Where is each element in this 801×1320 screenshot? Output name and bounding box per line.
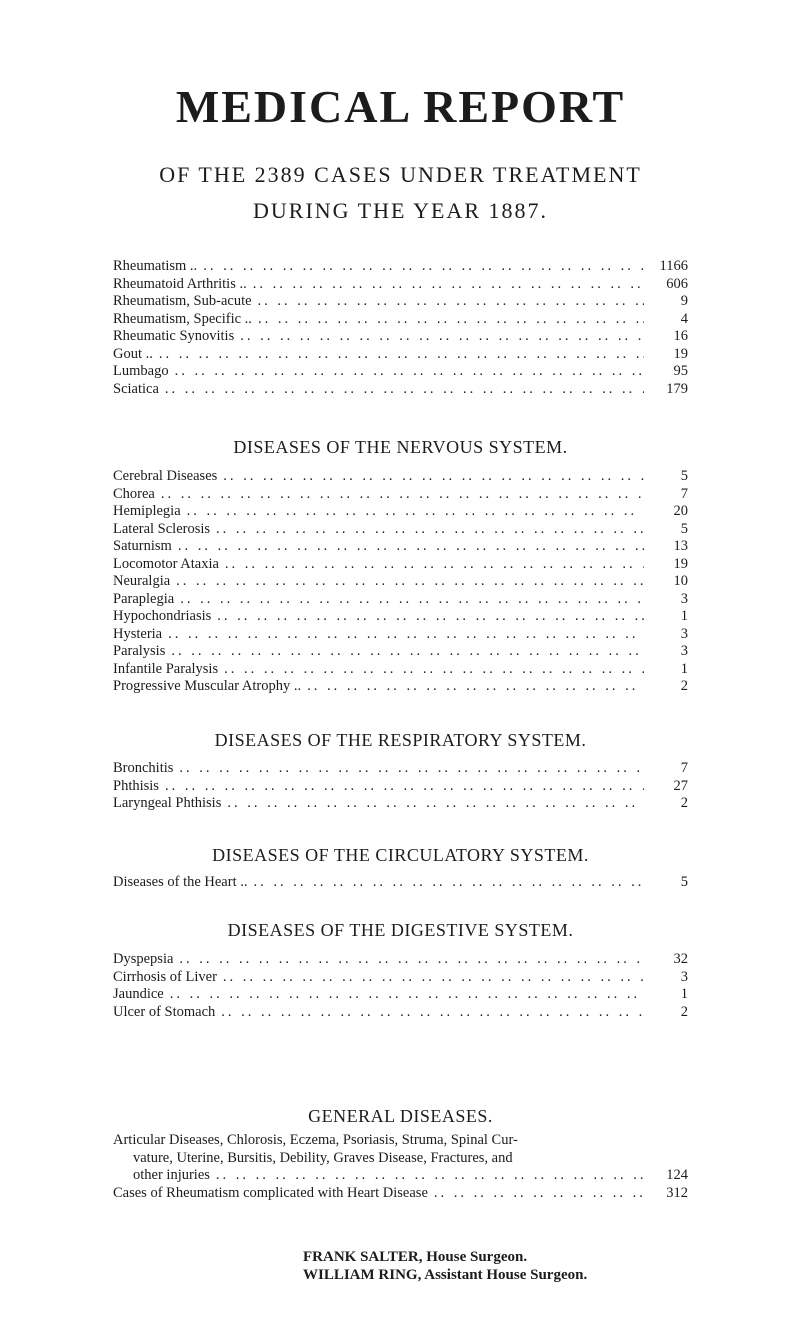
disease-row xyxy=(113,521,688,539)
case-count: 5 xyxy=(680,520,688,537)
signatures-block xyxy=(303,1248,587,1284)
leader-dots xyxy=(215,1004,644,1022)
disease-name: Sciatica xyxy=(113,380,159,397)
leader-dots xyxy=(159,381,644,399)
disease-name: Rheumatism .. xyxy=(113,258,198,274)
case-count: 9 xyxy=(680,293,688,309)
disease-row xyxy=(113,643,688,661)
disease-name: Locomotor Ataxia xyxy=(113,555,219,572)
case-count: 2 xyxy=(680,678,688,694)
disease-name: Rheumatism, Specific .. xyxy=(113,310,252,327)
disease-row xyxy=(113,486,688,504)
disease-name: Infantile Paralysis xyxy=(113,660,219,677)
leader-dots xyxy=(252,311,644,329)
disease-name: Jaundice xyxy=(113,986,164,1002)
leader-dots xyxy=(174,591,644,609)
leader-dots xyxy=(173,760,644,778)
disease-name: Hysteria xyxy=(113,625,163,642)
disease-row xyxy=(113,969,688,987)
report-subtitle-line-2: DURING THE YEAR 1887. xyxy=(253,198,548,223)
disease-row xyxy=(113,678,688,696)
case-count: 16 xyxy=(673,328,688,344)
disease-name: Bronchitis xyxy=(113,760,174,776)
case-count: 32 xyxy=(673,951,688,967)
leader-dots xyxy=(173,951,644,969)
disease-name: Hypochondriasis xyxy=(113,608,212,624)
disease-row xyxy=(113,795,688,813)
disease-row xyxy=(113,258,688,276)
case-count: 3 xyxy=(680,968,688,985)
disease-row xyxy=(113,661,688,679)
disease-name: Phthisis xyxy=(113,777,159,794)
disease-name: Rheumatoid Arthritis .. xyxy=(113,275,247,292)
disease-name: Paralysis xyxy=(113,643,166,659)
case-count: 1 xyxy=(680,986,688,1002)
disease-name: Cirrhosis of Liver xyxy=(113,968,217,985)
report-title: MEDICAL REPORT xyxy=(175,81,626,132)
leader-dots xyxy=(153,346,644,364)
disease-row xyxy=(113,276,688,294)
disease-name: Dyspepsia xyxy=(113,951,174,967)
disease-row xyxy=(113,874,688,892)
case-count: 5 xyxy=(680,468,688,484)
disease-row xyxy=(113,626,688,644)
case-count: 124 xyxy=(666,1167,688,1183)
general-diseases-line-2: vature, Uterine, Bursitis, Debility, Graves Disease, Fractures, and xyxy=(133,1149,513,1166)
case-count: 312 xyxy=(666,1184,688,1201)
leader-dots xyxy=(210,521,644,539)
general-diseases-block xyxy=(113,1132,688,1202)
respiratory-system-list xyxy=(113,760,688,813)
respiratory-system-heading: DISEASES OF THE RESPIRATORY SYSTEM. xyxy=(214,730,587,750)
disease-name: Saturnism xyxy=(113,538,172,554)
leader-dots xyxy=(219,556,644,574)
leader-dots xyxy=(247,276,644,294)
leader-dots xyxy=(165,643,644,661)
digestive-system-heading: DISEASES OF THE DIGESTIVE SYSTEM. xyxy=(227,920,574,940)
case-count: 19 xyxy=(673,345,688,362)
case-count: 606 xyxy=(666,275,688,292)
disease-row xyxy=(113,591,688,609)
disease-row xyxy=(113,293,688,311)
disease-name: Hemiplegia xyxy=(113,503,181,519)
circulatory-system-heading: DISEASES OF THE CIRCULATORY SYSTEM. xyxy=(212,845,589,865)
disease-name: Lateral Sclerosis xyxy=(113,520,211,537)
leader-dots xyxy=(170,573,644,591)
case-count: 7 xyxy=(680,760,688,776)
disease-row xyxy=(113,328,688,346)
disease-row xyxy=(113,538,688,556)
leader-dots xyxy=(234,328,644,346)
disease-row xyxy=(113,468,688,486)
leader-dots xyxy=(217,969,644,987)
disease-row xyxy=(113,951,688,969)
rheumatism-heart-disease-row xyxy=(113,1185,688,1203)
leader-dots xyxy=(217,468,644,486)
leader-dots xyxy=(181,503,644,521)
case-count: 27 xyxy=(673,777,688,794)
leader-dots xyxy=(164,986,644,1004)
general-diseases-heading: GENERAL DISEASES. xyxy=(308,1106,493,1126)
case-count: 1 xyxy=(680,660,688,677)
case-count: 10 xyxy=(673,573,688,589)
nervous-system-list xyxy=(113,468,688,696)
digestive-system-list xyxy=(113,951,688,1021)
general-diseases-line-1: Articular Diseases, Chlorosis, Eczema, Psoriasis, Struma, Spinal Cur- xyxy=(113,1132,518,1148)
disease-row xyxy=(113,778,688,796)
leader-dots xyxy=(221,795,644,813)
leader-dots xyxy=(159,778,644,796)
leader-dots xyxy=(211,608,644,626)
disease-row xyxy=(113,760,688,778)
disease-row xyxy=(113,363,688,381)
leader-dots xyxy=(197,258,644,276)
disease-name: Cerebral Diseases xyxy=(113,468,218,484)
disease-row xyxy=(113,986,688,1004)
leader-dots xyxy=(247,874,644,892)
case-count: 179 xyxy=(666,380,688,397)
leader-dots xyxy=(428,1185,644,1203)
disease-name: Laryngeal Phthisis xyxy=(113,795,222,811)
disease-name: Rheumatism, Sub-acute xyxy=(113,293,252,309)
disease-row xyxy=(113,1004,688,1022)
case-count: 3 xyxy=(680,590,688,607)
case-count: 4 xyxy=(680,310,688,327)
disease-row xyxy=(113,608,688,626)
disease-name: other injuries xyxy=(133,1167,210,1183)
disease-row xyxy=(113,556,688,574)
case-count: 3 xyxy=(680,643,688,659)
disease-row xyxy=(113,311,688,329)
disease-name: Rheumatic Synovitis xyxy=(113,328,235,344)
disease-name: Chorea xyxy=(113,485,155,502)
disease-name: Neuralgia xyxy=(113,573,171,589)
case-count: 20 xyxy=(673,503,688,519)
report-subtitle-line-1: OF THE 2389 CASES UNDER TREATMENT xyxy=(159,162,642,187)
case-count: 1 xyxy=(680,608,688,624)
disease-name: Ulcer of Stomach xyxy=(113,1003,216,1020)
disease-row xyxy=(113,381,688,399)
disease-name: Cases of Rheumatism complicated with Heart Disease xyxy=(113,1184,428,1201)
leader-dots xyxy=(252,293,644,311)
general-diseases-other-injuries-row xyxy=(113,1167,688,1185)
disease-name: Lumbago xyxy=(113,363,169,379)
leader-dots xyxy=(169,363,644,381)
leader-dots xyxy=(210,1167,644,1185)
disease-name: Progressive Muscular Atrophy .. xyxy=(113,678,302,694)
disease-row xyxy=(113,346,688,364)
circulatory-system-list xyxy=(113,874,688,892)
disease-name: Diseases of the Heart .. xyxy=(113,874,248,890)
disease-row xyxy=(113,573,688,591)
case-count: 13 xyxy=(673,538,688,554)
case-count: 19 xyxy=(673,555,688,572)
case-count: 3 xyxy=(680,625,688,642)
case-count: 2 xyxy=(680,1003,688,1020)
leader-dots xyxy=(301,678,644,696)
rheumatic-diseases-list xyxy=(113,258,688,398)
house-surgeon-signature: FRANK SALTER, House Surgeon. xyxy=(303,1249,528,1265)
disease-row xyxy=(113,503,688,521)
disease-name: Paraplegia xyxy=(113,590,175,607)
case-count: 5 xyxy=(680,874,688,890)
assistant-house-surgeon-signature: WILLIAM RING, Assistant House Surgeon. xyxy=(303,1267,588,1283)
case-count: 7 xyxy=(680,485,688,502)
disease-name: Gout .. xyxy=(113,345,153,362)
case-count: 1166 xyxy=(659,258,688,274)
leader-dots xyxy=(218,661,644,679)
leader-dots xyxy=(172,538,644,556)
leader-dots xyxy=(155,486,644,504)
case-count: 2 xyxy=(680,795,688,811)
nervous-system-heading: DISEASES OF THE NERVOUS SYSTEM. xyxy=(233,437,568,457)
leader-dots xyxy=(162,626,644,644)
case-count: 95 xyxy=(673,363,688,379)
